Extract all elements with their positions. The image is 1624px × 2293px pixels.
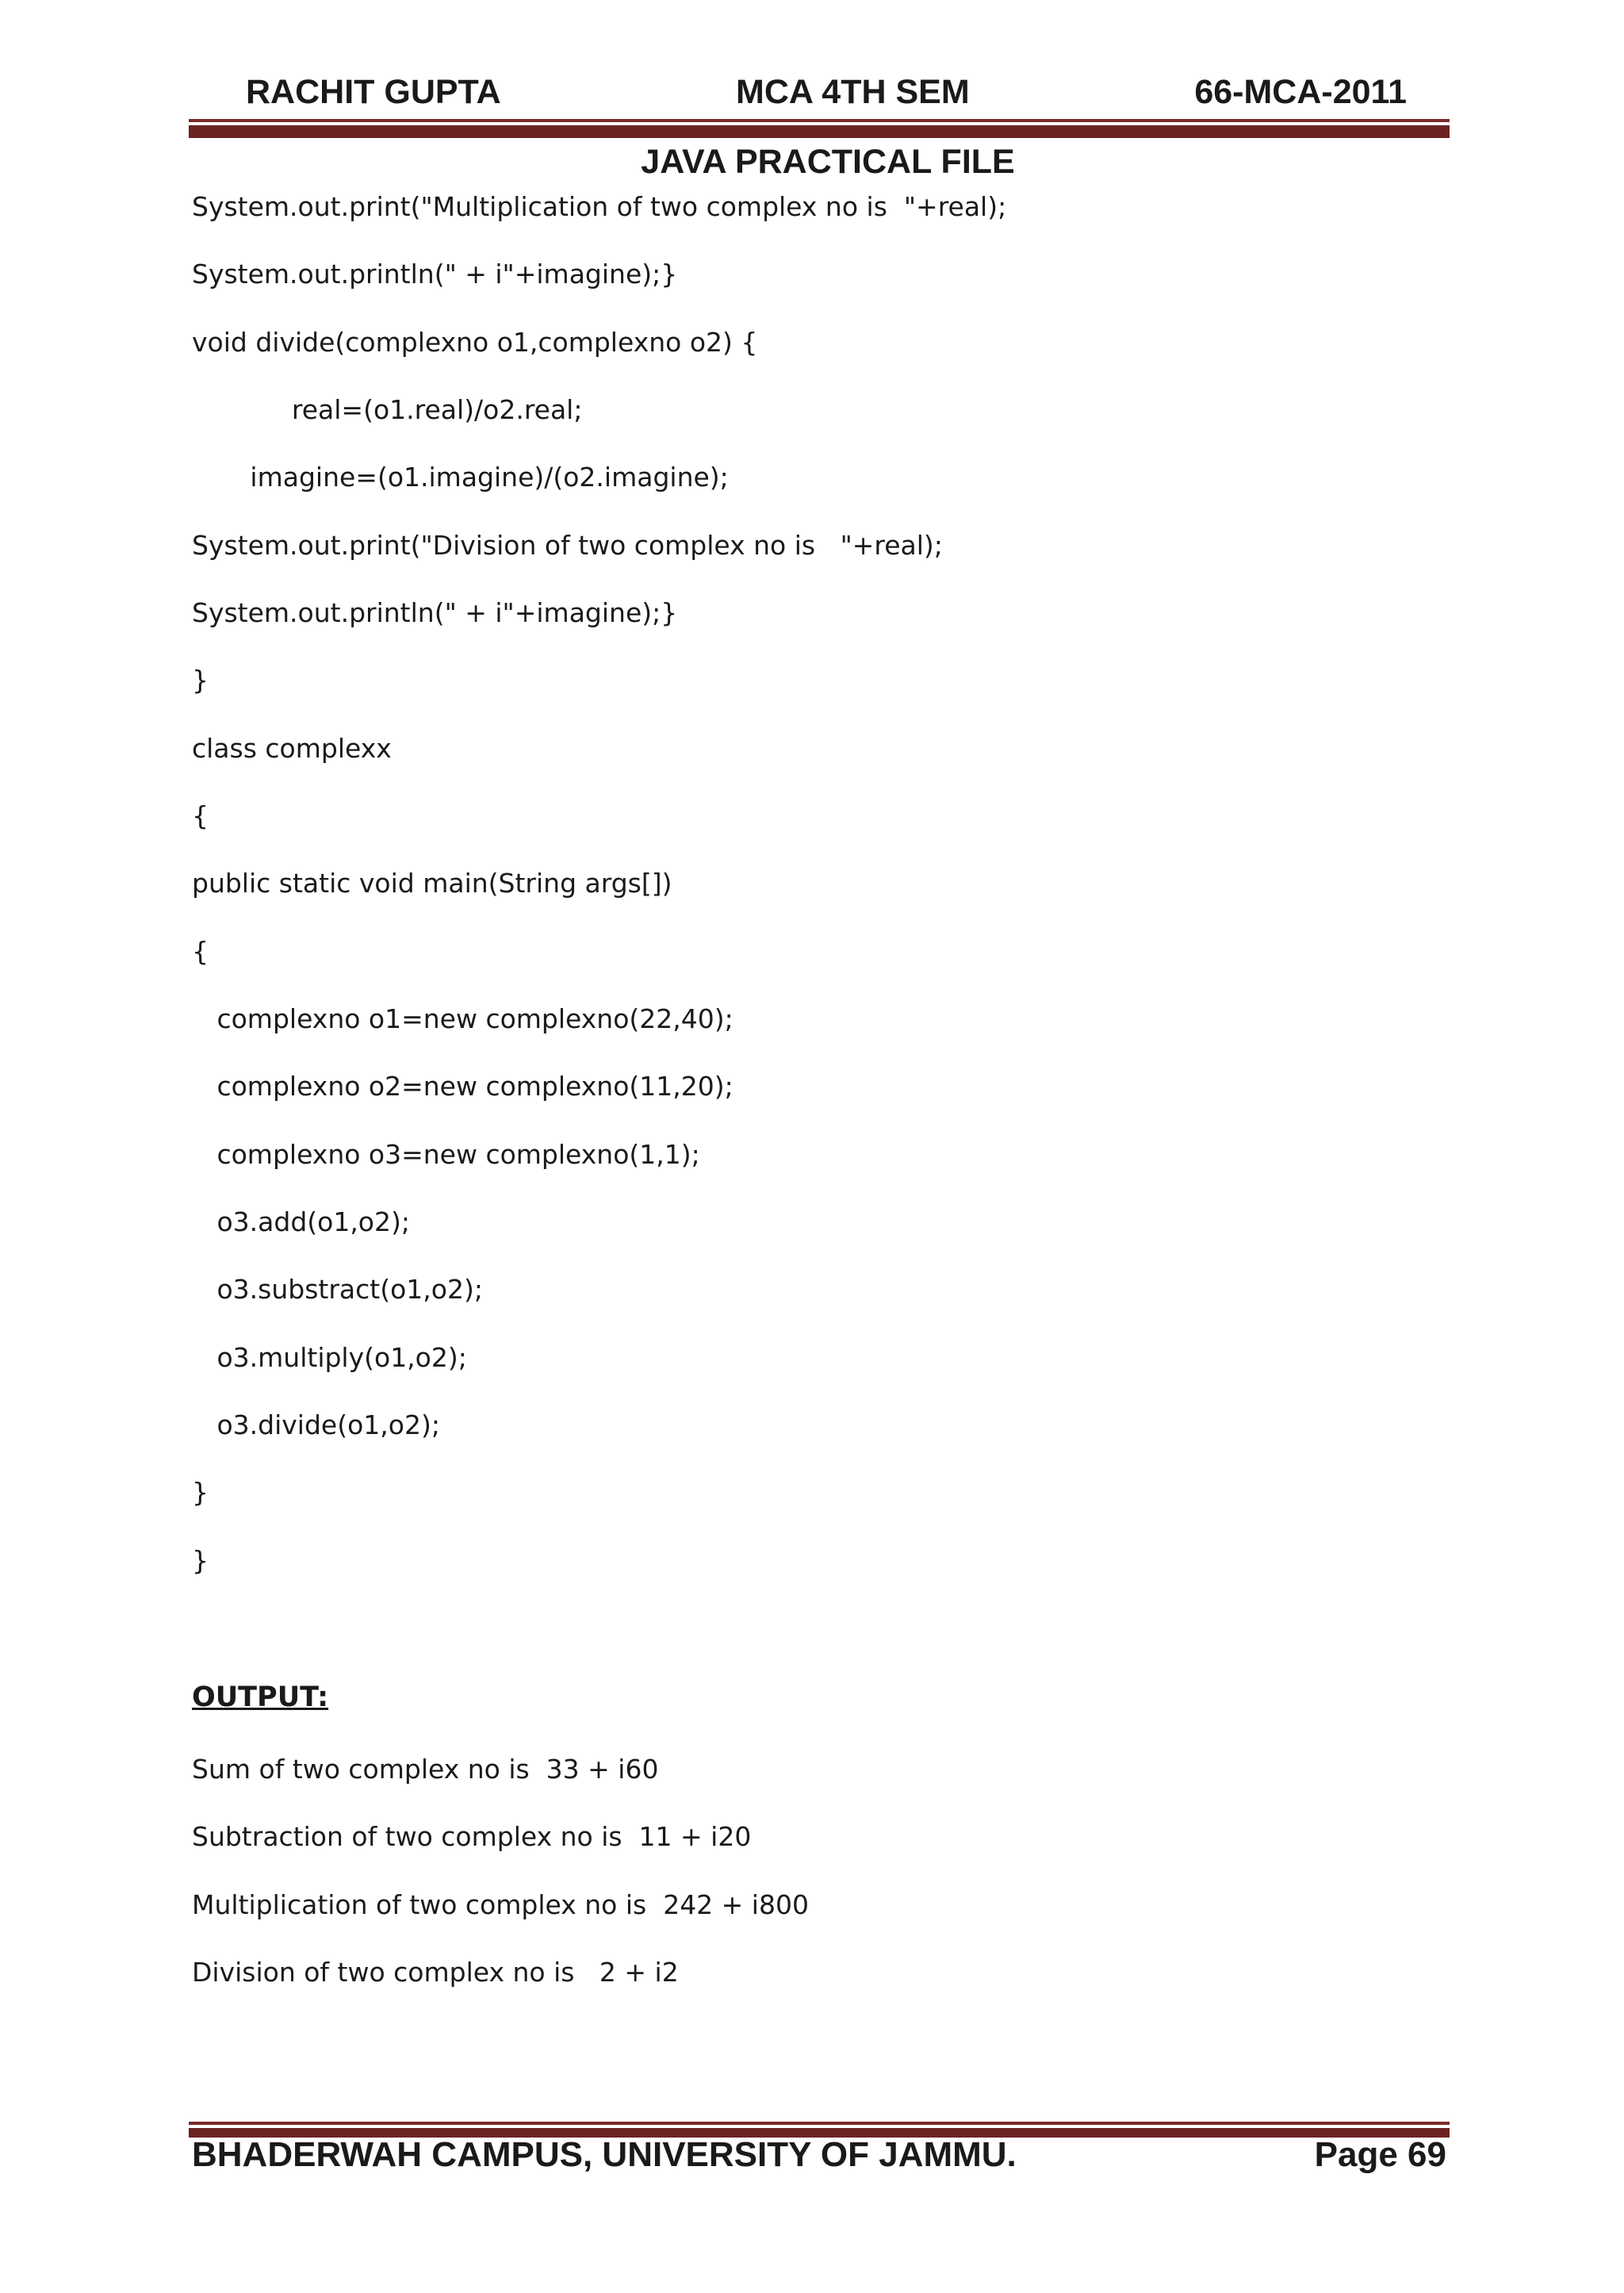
output-line: Division of two complex no is 2 + i2	[192, 1957, 679, 1988]
code-line: }	[192, 665, 209, 696]
output-heading: OUTPUT:	[192, 1681, 329, 1713]
code-line: complexno o3=new complexno(1,1);	[192, 1139, 700, 1170]
code-line: complexno o1=new complexno(22,40);	[192, 1003, 733, 1034]
code-line: System.out.println(" + i"+imagine);}	[192, 259, 678, 290]
code-line: System.out.println(" + i"+imagine);}	[192, 597, 678, 628]
code-line: complexno o2=new complexno(11,20);	[192, 1071, 733, 1102]
student-name: RACHIT GUPTA	[246, 73, 501, 111]
header-divider-thin	[189, 119, 1450, 122]
semester-label: MCA 4TH SEM	[736, 73, 970, 111]
document-title: JAVA PRACTICAL FILE	[641, 143, 1015, 181]
code-line: System.out.print("Multiplication of two complex no is "+real);	[192, 191, 1007, 222]
code-line: }	[192, 1545, 209, 1576]
page-header	[189, 73, 1450, 121]
code-line: imagine=(o1.imagine)/(o2.imagine);	[192, 462, 729, 493]
code-line: o3.multiply(o1,o2);	[192, 1342, 467, 1373]
code-line: }	[192, 1477, 209, 1508]
output-line: Sum of two complex no is 33 + i60	[192, 1754, 659, 1785]
campus-name: BHADERWAH CAMPUS, UNIVERSITY OF JAMMU.	[192, 2135, 1017, 2174]
code-line: {	[192, 936, 209, 967]
output-line: Subtraction of two complex no is 11 + i20	[192, 1821, 752, 1852]
roll-number: 66-MCA-2011	[1194, 73, 1407, 111]
page-number: Page 69	[1314, 2135, 1446, 2174]
code-line: {	[192, 800, 209, 831]
code-line: void divide(complexno o1,complexno o2) {	[192, 327, 758, 358]
code-line: o3.divide(o1,o2);	[192, 1409, 440, 1440]
page-footer	[192, 2135, 1446, 2191]
code-line: real=(o1.real)/o2.real;	[192, 394, 583, 425]
footer-divider-thin	[189, 2122, 1450, 2125]
header-divider-thick	[189, 125, 1450, 138]
code-line: o3.add(o1,o2);	[192, 1206, 410, 1237]
output-line: Multiplication of two complex no is 242 + i800	[192, 1889, 809, 1920]
code-line: System.out.print("Division of two complex no is "+real);	[192, 530, 943, 561]
code-line: class complexx	[192, 733, 392, 764]
code-line: public static void main(String args[])	[192, 868, 672, 899]
code-line: o3.substract(o1,o2);	[192, 1274, 483, 1305]
